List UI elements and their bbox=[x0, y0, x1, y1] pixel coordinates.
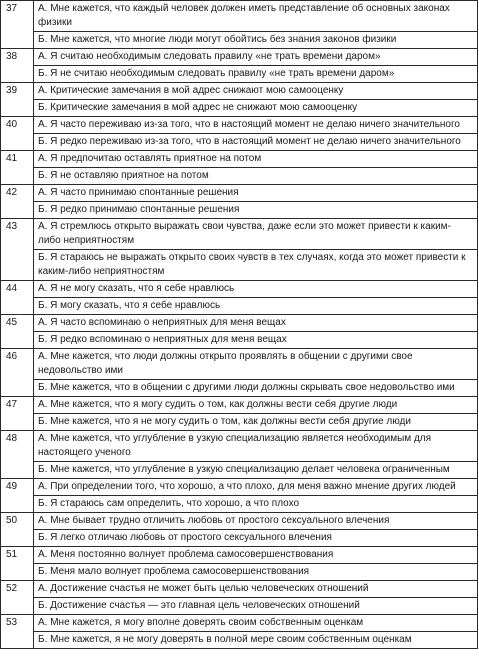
question-number: 51 bbox=[1, 547, 34, 581]
option-a-text: А. Мне бывает трудно отличить любовь от простого сексуального влечения bbox=[34, 513, 478, 530]
question-row-a bbox=[1, 513, 478, 530]
question-row-a bbox=[1, 431, 478, 462]
question-number: 47 bbox=[1, 397, 34, 431]
option-b-text: Б. Мне кажется, что я не могу судить о том, как должны вести себя другие люди bbox=[34, 414, 478, 431]
option-a-text: А. Я часто переживаю из-за того, что в настоящий момент не делаю ничего значительного bbox=[34, 117, 478, 134]
question-row-b bbox=[1, 462, 478, 479]
question-number: 50 bbox=[1, 513, 34, 547]
question-row-a bbox=[1, 151, 478, 168]
question-number: 44 bbox=[1, 281, 34, 315]
question-number: 45 bbox=[1, 315, 34, 349]
question-row-b bbox=[1, 598, 478, 615]
question-number: 52 bbox=[1, 581, 34, 615]
question-row-a bbox=[1, 49, 478, 66]
option-b-text: Б. Я редко переживаю из-за того, что в настоящий момент не делаю ничего значительного bbox=[34, 134, 478, 151]
question-number: 38 bbox=[1, 49, 34, 83]
question-number: 37 bbox=[1, 1, 34, 49]
question-row-b bbox=[1, 380, 478, 397]
question-row-b bbox=[1, 564, 478, 581]
question-row-b bbox=[1, 100, 478, 117]
question-row-a bbox=[1, 349, 478, 380]
question-number: 48 bbox=[1, 431, 34, 479]
option-b-text: Б. Мне кажется, что многие люди могут обойтись без знания законов физики bbox=[34, 32, 478, 49]
question-number: 42 bbox=[1, 185, 34, 219]
question-row-a bbox=[1, 479, 478, 496]
option-a-text: А. Мне кажется, что каждый человек должен иметь представление об основных законах физики bbox=[34, 1, 478, 32]
question-number: 39 bbox=[1, 83, 34, 117]
question-row-a bbox=[1, 615, 478, 632]
question-row-a bbox=[1, 219, 478, 250]
option-a-text: А. Я не могу сказать, что я себе нравлюсь bbox=[34, 281, 478, 298]
question-row-a bbox=[1, 1, 478, 32]
question-number: 53 bbox=[1, 615, 34, 649]
question-row-b bbox=[1, 32, 478, 49]
option-a-text: А. Мне кажется, я могу вполне доверять своим собственным оценкам bbox=[34, 615, 478, 632]
option-b-text: Б. Мне кажется, я не могу доверять в полной мере своим собственным оценкам bbox=[34, 632, 478, 649]
question-row-a bbox=[1, 397, 478, 414]
question-row-b bbox=[1, 168, 478, 185]
option-a-text: А. Мне кажется, что я могу судить о том, как должны вести себя другие люди bbox=[34, 397, 478, 414]
option-b-text: Б. Мне кажется, что в общении с другими люди должны скрывать свое недовольство ими bbox=[34, 380, 478, 397]
question-row-b bbox=[1, 414, 478, 431]
question-row-b bbox=[1, 632, 478, 649]
questionnaire-body bbox=[1, 1, 478, 649]
option-b-text: Б. Я редко вспоминаю о неприятных для меня вещах bbox=[34, 332, 478, 349]
option-b-text: Б. Я редко принимаю спонтанные решения bbox=[34, 202, 478, 219]
question-number: 49 bbox=[1, 479, 34, 513]
option-a-text: А. Меня постоянно волнует проблема самосовершенствования bbox=[34, 547, 478, 564]
question-number: 43 bbox=[1, 219, 34, 281]
question-row-a bbox=[1, 547, 478, 564]
question-row-b bbox=[1, 250, 478, 281]
question-number: 40 bbox=[1, 117, 34, 151]
question-row-b bbox=[1, 134, 478, 151]
question-row-a bbox=[1, 117, 478, 134]
option-a-text: А. Я часто вспоминаю о неприятных для меня вещах bbox=[34, 315, 478, 332]
option-b-text: Б. Критические замечания в мой адрес не снижают мою самооценку bbox=[34, 100, 478, 117]
question-row-a bbox=[1, 185, 478, 202]
option-b-text: Б. Я стараюсь не выражать открыто своих чувств в тех случаях, когда это может привести к каким-либо неприятностям bbox=[34, 250, 478, 281]
option-b-text: Б. Я могу сказать, что я себе нравлюсь bbox=[34, 298, 478, 315]
question-row-b bbox=[1, 496, 478, 513]
question-row-a bbox=[1, 315, 478, 332]
option-a-text: А. Мне кажется, что углубление в узкую специализацию является необходимым для настоящего ученого bbox=[34, 431, 478, 462]
option-a-text: А. При определении того, что хорошо, а что плохо, для меня важно мнение других людей bbox=[34, 479, 478, 496]
option-b-text: Б. Мне кажется, что углубление в узкую специализацию делает человека ограниченным bbox=[34, 462, 478, 479]
question-number: 46 bbox=[1, 349, 34, 397]
option-a-text: А. Я часто принимаю спонтанные решения bbox=[34, 185, 478, 202]
question-row-a bbox=[1, 581, 478, 598]
option-a-text: А. Мне кажется, что люди должны открыто проявлять в общении с другими свое недовольство ими bbox=[34, 349, 478, 380]
question-row-b bbox=[1, 530, 478, 547]
option-a-text: А. Я стремлюсь открыто выражать свои чувства, даже если это может привести к каким-либо неприятностям bbox=[34, 219, 478, 250]
option-a-text: А. Критические замечания в мой адрес снижают мою самооценку bbox=[34, 83, 478, 100]
question-row-b bbox=[1, 202, 478, 219]
option-a-text: А. Достижение счастья не может быть целью человеческих отношений bbox=[34, 581, 478, 598]
option-a-text: А. Я предпочитаю оставлять приятное на потом bbox=[34, 151, 478, 168]
question-row-a bbox=[1, 281, 478, 298]
option-b-text: Б. Я не считаю необходимым следовать правилу «не трать времени даром» bbox=[34, 66, 478, 83]
option-b-text: Б. Я стараюсь сам определить, что хорошо, а что плохо bbox=[34, 496, 478, 513]
question-row-a bbox=[1, 83, 478, 100]
question-row-b bbox=[1, 66, 478, 83]
option-a-text: А. Я считаю необходимым следовать правилу «не трать времени даром» bbox=[34, 49, 478, 66]
option-b-text: Б. Меня мало волнует проблема самосовершенствования bbox=[34, 564, 478, 581]
option-b-text: Б. Достижение счастья — это главная цель человеческих отношений bbox=[34, 598, 478, 615]
question-row-b bbox=[1, 298, 478, 315]
option-b-text: Б. Я легко отличаю любовь от простого сексуального влечения bbox=[34, 530, 478, 547]
option-b-text: Б. Я не оставляю приятное на потом bbox=[34, 168, 478, 185]
question-row-b bbox=[1, 332, 478, 349]
question-number: 41 bbox=[1, 151, 34, 185]
